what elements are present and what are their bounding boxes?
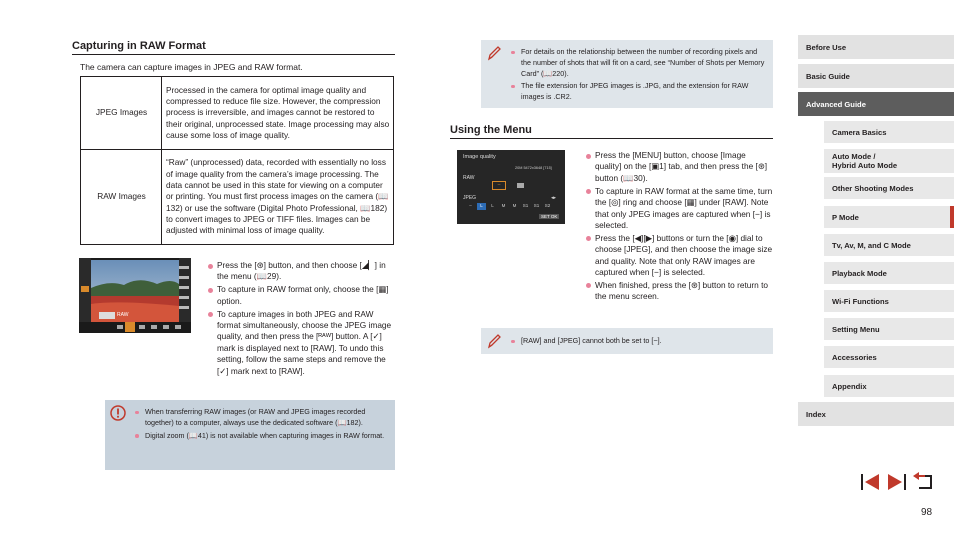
nav-tab-setting-menu[interactable] — [824, 318, 954, 340]
return-arrow-icon — [911, 472, 935, 492]
table-row — [81, 150, 394, 245]
jpeg-option: S1 — [522, 203, 529, 208]
caution-icon — [110, 405, 126, 421]
nav-tab-label: Basic Guide — [806, 71, 850, 81]
step-item: Press the [MENU] button, choose [Image quality] on the [▣1] tab, and then press the [⊛] button (📖30). — [585, 150, 773, 184]
jpeg-option: S2 — [544, 203, 551, 208]
arrow-right-icon — [886, 472, 908, 492]
jpeg-option: L — [477, 203, 486, 210]
nav-tab-label: Advanced Guide — [806, 99, 866, 109]
previous-page-button[interactable] — [859, 472, 881, 492]
arrows-icon: ◂▸ — [551, 195, 557, 201]
caution-item: Digital zoom (📖41) is not available when capturing images in RAW format. — [133, 431, 385, 442]
nav-tab-playback-mode[interactable] — [824, 262, 954, 284]
step-item: To capture in RAW format at the same time, turn the [◎] ring and choose [▦] under [RAW]. Note that only JPEG images are captured when [−] is selected. — [585, 186, 773, 232]
nav-tab-label: Auto Mode / — [832, 151, 876, 161]
camera-menu-screenshot — [79, 258, 191, 333]
nav-tab-advanced-guide[interactable] — [798, 92, 954, 116]
section-rule — [72, 54, 395, 55]
nav-tab-label: Setting Menu — [832, 324, 880, 334]
note-item: The file extension for JPEG images is .JPG, and the extension for RAW images is .CR2. — [509, 81, 767, 103]
image-quality-screen — [457, 150, 565, 224]
step-item: Press the [◀][▶] buttons or turn the [◉] dial to choose [JPEG], and then choose the image size and quality. Note that only RAW images are captured when [−] is selected. — [585, 233, 773, 279]
format-table — [80, 76, 394, 245]
nav-tab-accessories[interactable] — [824, 346, 954, 368]
note-box-bottom — [481, 328, 773, 354]
nav-tab-label: Camera Basics — [832, 127, 887, 137]
step-item: To capture images in both JPEG and RAW format simultaneously, choose the JPEG image quality, and then press the [ᴿᴬᵂ] button. A [✓] mark is displayed next to [RAW]. To undo this setting, follow the same steps and remove the [✓] mark next to [RAW]. — [207, 309, 394, 377]
caution-box — [105, 400, 395, 470]
jpeg-option: M — [501, 203, 506, 208]
caution-list — [133, 407, 385, 443]
section-title-using-menu: Using the Menu — [450, 124, 532, 136]
table-row-head: JPEG Images — [81, 77, 162, 150]
jpeg-option: L — [491, 203, 494, 208]
nav-tab-label: Tv, Av, M, and C Mode — [832, 240, 911, 250]
left-steps — [207, 260, 394, 379]
nav-tab-appendix[interactable] — [824, 375, 954, 397]
nav-tab-label: P Mode — [832, 212, 859, 222]
nav-tab-camera-basics[interactable] — [824, 121, 954, 143]
right-steps — [585, 150, 773, 304]
nav-tab-auto-mode[interactable] — [824, 149, 954, 173]
nav-tab-before-use[interactable] — [798, 35, 954, 59]
table-row-text: Processed in the camera for optimal image quality and compressed to reduce file size. However, the compression process is irreversible, and images cannot be restored to their original, unprocessed state. Image processing may also cause some loss of image quality. — [162, 77, 394, 150]
nav-tab-label: Hybrid Auto Mode — [832, 161, 898, 170]
note-list-top — [509, 47, 767, 105]
jpeg-option: S1 — [533, 203, 540, 208]
nav-tab-label: Other Shooting Modes — [832, 183, 914, 193]
screen-title: Image quality — [463, 154, 496, 160]
page-number: 98 — [921, 507, 933, 518]
screen-raw-label: RAW — [463, 175, 475, 181]
section-title-raw-format: Capturing in RAW Format — [72, 40, 206, 52]
table-row-text: “Raw” (unprocessed) data, recorded with essentially no loss of image quality from the camera’s image processing. The data cannot be used in this state for viewing on a computer or printing. You must first process images on the camera (📖132) or use the software (Digital Photo Professional, 📖182) to convert images to JPEG or TIFF files. Images can be adjusted with minimal loss of image quality. — [162, 150, 394, 245]
table-row — [81, 77, 394, 150]
step-item: When finished, press the [⊛] button to return to the menu screen. — [585, 280, 773, 303]
arrow-left-icon — [859, 472, 881, 492]
screen-jpeg-label: JPEG — [463, 195, 477, 201]
return-button[interactable] — [911, 472, 935, 492]
nav-tab-label: Playback Mode — [832, 268, 887, 278]
note-list-bottom — [509, 336, 767, 349]
note-item: For details on the relationship between the number of recording pixels and the number of shots that will fit on a card, see “Number of Shots per Memory Card” (📖220). — [509, 47, 767, 79]
pencil-note-icon — [486, 44, 502, 62]
nav-tab-label: Accessories — [832, 352, 877, 362]
intro-text: The camera can capture images in JPEG and RAW format. — [80, 62, 303, 72]
jpeg-options — [466, 203, 552, 210]
nav-tab-basic-guide[interactable] — [798, 64, 954, 88]
raw-option-selected: – — [492, 181, 506, 190]
nav-tab-tv-av-m-c-mode[interactable] — [824, 234, 954, 256]
next-page-button[interactable] — [886, 472, 908, 492]
jpeg-option: – — [469, 203, 472, 208]
jpeg-option: M — [512, 203, 517, 208]
raw-option-icon — [517, 183, 524, 188]
nav-tab-index[interactable] — [798, 402, 954, 426]
nav-tab-label: Appendix — [832, 381, 867, 391]
nav-tab-p-mode[interactable] — [824, 206, 954, 228]
nav-tab-label: Index — [806, 409, 826, 419]
table-row-head: RAW Images — [81, 150, 162, 245]
camera-raw-label: RAW — [117, 312, 129, 318]
step-item: Press the [⊛] button, and then choose [◢▏] in the menu (📖29). — [207, 260, 394, 283]
pencil-note-icon — [486, 332, 502, 350]
caution-item: When transferring RAW images (or RAW and JPEG images recorded together) to a computer, always use the dedicated software (📖182). — [133, 407, 385, 429]
nav-tab-label: Before Use — [806, 42, 847, 52]
section-rule — [450, 138, 773, 139]
camera-scene-illustration — [79, 258, 191, 333]
nav-tab-label: Wi-Fi Functions — [832, 296, 889, 306]
nav-tab-wifi-functions[interactable] — [824, 290, 954, 312]
note-box-top — [481, 40, 773, 108]
nav-tab-other-shooting-modes[interactable] — [824, 177, 954, 199]
step-item: To capture in RAW format only, choose the [▦] option. — [207, 284, 394, 307]
screen-info: 20M 5472x3648 [715] — [515, 166, 552, 170]
note-item: [RAW] and [JPEG] cannot both be set to [−]. — [509, 336, 767, 347]
set-ok-label: SET OK — [541, 214, 558, 219]
